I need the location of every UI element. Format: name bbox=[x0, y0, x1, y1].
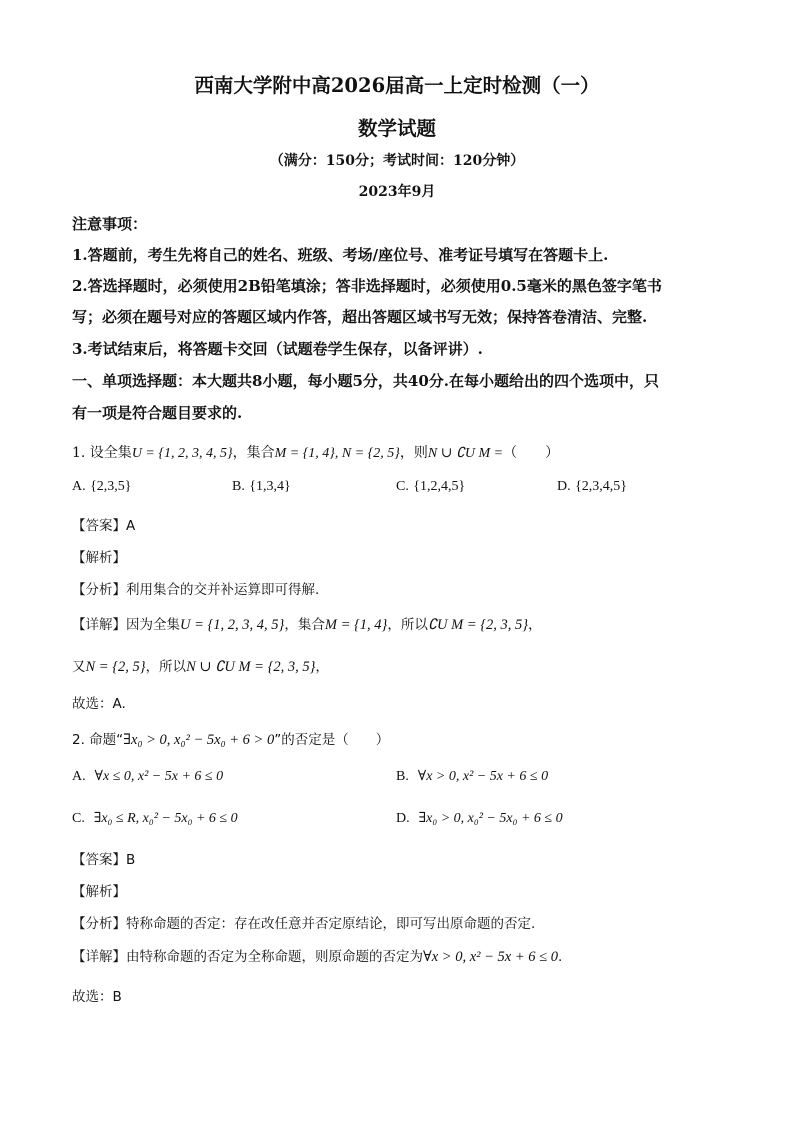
q2-fenxi: 【分析】特称命题的否定：存在改任意并否定原结论，即可写出原命题的否定. bbox=[72, 916, 536, 932]
section-heading: 一、单项选择题：本大题共8小题，每小题5分，共40分.在每小题给出的四个选项中，只 bbox=[72, 372, 659, 390]
formula: N ∪ ∁U M = {2, 3, 5} bbox=[186, 659, 316, 675]
q1-option-d[interactable]: D. {2,3,4,5} bbox=[557, 479, 628, 494]
q1-detail-line-1: 【详解】因为全集U = {1, 2, 3, 4, 5}，集合M = {1, 4}，所以∁U M = {2, 3, 5}， bbox=[72, 617, 542, 633]
formula: U = {1, 2, 3, 4, 5} bbox=[180, 617, 285, 633]
q2-answer: 【答案】B bbox=[72, 852, 136, 868]
section-heading-cont: 有一项是符合题目要求的. bbox=[72, 404, 243, 422]
q2-conclusion: 故选：B bbox=[72, 989, 122, 1005]
formula: ∃x₀ > 0, x₀² − 5x₀ + 6 > 0 bbox=[123, 732, 275, 748]
exam-date: 2023年9月 bbox=[358, 184, 436, 200]
formula: N ∪ ∁U M = bbox=[427, 446, 504, 461]
q2-option-a[interactable]: A. ∀x ≤ 0, x² − 5x + 6 ≤ 0 bbox=[72, 769, 224, 784]
subject-title: 数学试题 bbox=[357, 117, 436, 140]
formula: ∀x > 0, x² − 5x + 6 ≤ 0 bbox=[423, 949, 558, 965]
q1-option-c[interactable]: C. {1,2,4,5} bbox=[396, 479, 466, 494]
score-info: （满分：150分；考试时间：120分钟） bbox=[269, 153, 525, 169]
notice-item-2-cont: 写；必须在题号对应的答题区域内作答，超出答题区域书写无效；保持答卷清洁、完整. bbox=[72, 308, 648, 326]
notice-item-1: 1.答题前，考生先将自己的姓名、班级、考场/座位号、准考证号填写在答题卡上. bbox=[72, 246, 609, 264]
exam-title: 西南大学附中高2026届高一上定时检测（一） bbox=[194, 74, 600, 97]
formula: M = {1, 4} bbox=[324, 617, 388, 633]
q1-fenxi: 【分析】利用集合的交并补运算即可得解. bbox=[72, 582, 320, 598]
q1-analysis-label: 【解析】 bbox=[72, 550, 126, 566]
formula: ∁U M = {2, 3, 5} bbox=[427, 617, 529, 633]
notice-item-3: 3.考试结束后，将答题卡交回（试题卷学生保存，以备评讲）. bbox=[72, 340, 483, 358]
notice-item-2: 2.答选择题时，必须使用2B铅笔填涂；答非选择题时，必须使用0.5毫米的黑色签字笔书 bbox=[72, 277, 662, 295]
q2-option-d[interactable]: D. ∃x₀ > 0, x₀² − 5x₀ + 6 ≤ 0 bbox=[396, 811, 563, 826]
q2-option-c[interactable]: C. ∃x₀ ≤ R, x₀² − 5x₀ + 6 ≤ 0 bbox=[72, 811, 238, 826]
formula: U = {1, 2, 3, 4, 5} bbox=[131, 446, 233, 461]
formula: N = {2, 5} bbox=[85, 659, 146, 675]
q2-detail: 【详解】由特称命题的否定为全称命题，则原命题的否定为∀x > 0, x² − 5x + 6 ≤ 0. bbox=[72, 949, 563, 965]
q1-answer: 【答案】A bbox=[72, 518, 136, 534]
question-2-stem: 2. 命题“∃x₀ > 0, x₀² − 5x₀ + 6 > 0”的否定是（ ） bbox=[72, 732, 390, 748]
q1-option-b[interactable]: B. {1,3,4} bbox=[232, 479, 291, 494]
notice-heading: 注意事项： bbox=[72, 215, 148, 233]
q1-detail-line-2: 又N = {2, 5}，所以N ∪ ∁U M = {2, 3, 5}， bbox=[72, 659, 329, 675]
q1-option-a[interactable]: A. {2,3,5} bbox=[72, 479, 132, 494]
question-1-stem: 1. 设全集U = {1, 2, 3, 4, 5}，集合M = {1, 4}, N = {2, 5}，则N ∪ ∁U M =（ ） bbox=[72, 445, 560, 461]
q2-option-b[interactable]: B. ∀x > 0, x² − 5x + 6 ≤ 0 bbox=[396, 769, 549, 784]
formula: M = {1, 4}, N = {2, 5} bbox=[274, 446, 400, 461]
q2-analysis-label: 【解析】 bbox=[72, 884, 126, 900]
q1-conclusion: 故选：A. bbox=[72, 696, 126, 712]
